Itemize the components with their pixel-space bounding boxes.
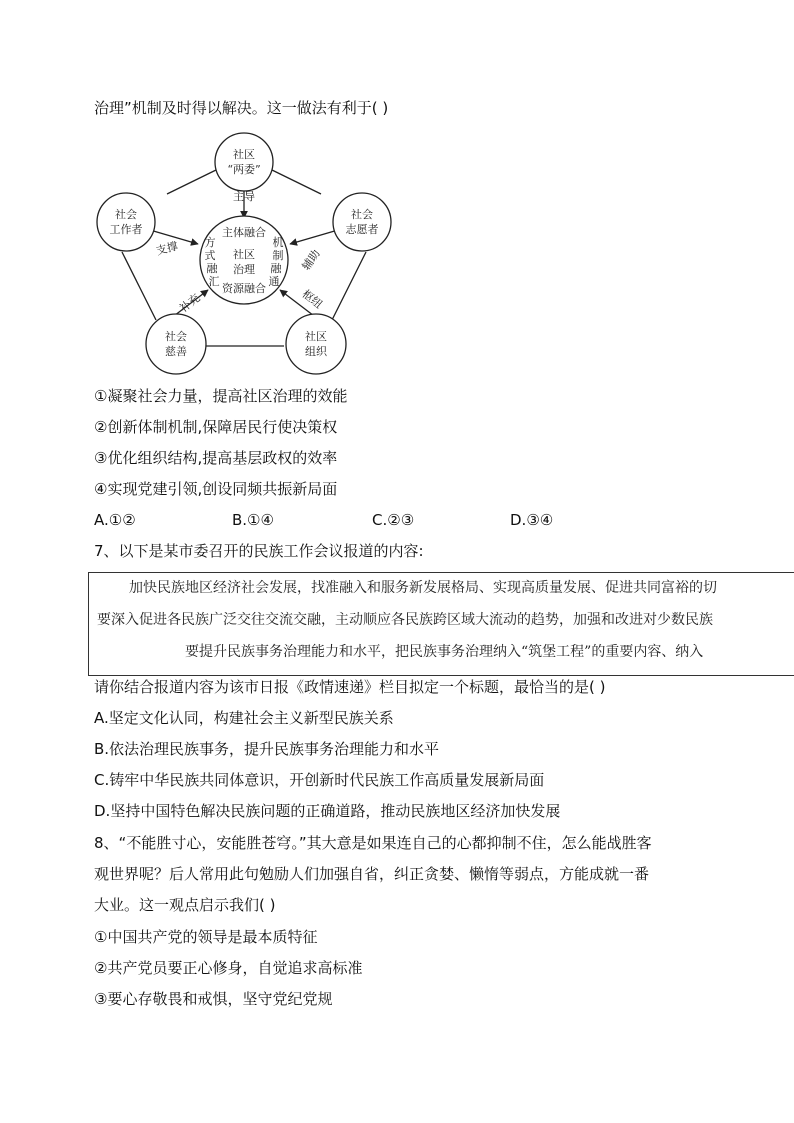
- svg-text:社区: 社区: [233, 248, 255, 261]
- svg-text:社会: 社会: [115, 208, 137, 221]
- q7-box-line-2: 要深入促进各民族广泛交往交流交融，主动顺应各民族跨区域大流动的趋势，加强和改进对少数民族: [97, 612, 713, 628]
- label-hub: 枢纽: [299, 287, 325, 312]
- q6-option-d[interactable]: D.③④: [510, 511, 554, 529]
- svg-text:社区: 社区: [305, 330, 327, 343]
- q8-stem-line-1: 8、“不能胜寸心，安能胜苍穹。”其大意是如果连自己的心都抑制不住，怎么能战胜客: [94, 834, 652, 852]
- svg-text:社区: 社区: [233, 148, 255, 161]
- svg-text:融: 融: [270, 262, 282, 275]
- svg-text:慈善: 慈善: [165, 345, 187, 358]
- q7-box-line-3: 要提升民族事务治理能力和水平，把民族事务治理纳入“筑堡工程”的重要内容、纳入: [185, 644, 704, 660]
- node-community-committees: [215, 133, 273, 191]
- q7-option-d[interactable]: D.坚持中国特色解决民族问题的正确道路，推动民族地区经济加快发展: [94, 802, 561, 820]
- svg-text:式: 式: [204, 249, 216, 262]
- svg-text:社会: 社会: [165, 330, 187, 343]
- q7-option-b[interactable]: B.依法治理民族事务，提升民族事务治理能力和水平: [94, 740, 440, 758]
- label-assist: 辅助: [299, 247, 323, 273]
- svg-text:汇: 汇: [208, 275, 220, 288]
- svg-text:“两委”: “两委”: [227, 163, 261, 176]
- node-community-organizations: [286, 314, 346, 374]
- svg-text:机: 机: [272, 236, 284, 249]
- edge-top-right: [272, 170, 321, 194]
- q7-option-a[interactable]: A.坚定文化认同，构建社会主义新型民族关系: [94, 709, 394, 727]
- arrow-right: [290, 230, 338, 244]
- community-governance-diagram: [94, 132, 394, 377]
- q6-item-3: ③优化组织结构,提高基层政权的效率: [94, 449, 338, 467]
- q6-item-4: ④实现党建引领,创设同频共振新局面: [94, 480, 338, 498]
- node-social-charity: [146, 314, 206, 374]
- edge-top-left: [167, 170, 216, 194]
- svg-text:方: 方: [204, 236, 216, 249]
- svg-text:制: 制: [272, 249, 284, 262]
- svg-text:志愿者: 志愿者: [345, 223, 379, 236]
- node-social-workers: [97, 193, 155, 251]
- q8-stem-line-3: 大业。这一观点启示我们( ): [94, 896, 276, 914]
- q7-option-c[interactable]: C.铸牢中华民族共同体意识，开创新时代民族工作高质量发展新局面: [94, 771, 545, 789]
- svg-text:组织: 组织: [305, 345, 327, 358]
- q8-item-1: ①中国共产党的领导是最本质特征: [94, 928, 318, 946]
- edge-right-bottomright: [332, 252, 366, 320]
- q6-option-b[interactable]: B.①④: [232, 511, 274, 529]
- q7-prompt: 请你结合报道内容为该市日报《政情速递》栏目拟定一个标题，最恰当的是( ): [94, 678, 606, 696]
- q8-item-3: ③要心存敬畏和戒惧，坚守党纪党规: [94, 990, 333, 1008]
- q6-item-1: ①凝聚社会力量，提高社区治理的效能: [94, 387, 348, 405]
- q6-option-c[interactable]: C.②③: [372, 511, 415, 529]
- q6-option-a[interactable]: A.①②: [94, 511, 136, 529]
- q7-stem: 7、以下是某市委召开的民族工作会议报道的内容:: [94, 542, 424, 560]
- svg-text:治理: 治理: [233, 263, 255, 276]
- svg-text:通: 通: [268, 275, 280, 288]
- center-bottom-label: 资源融合: [222, 282, 266, 295]
- q6-item-2: ②创新体制机制,保障居民行使决策权: [94, 418, 338, 436]
- svg-text:社会: 社会: [351, 208, 373, 221]
- label-supplement: 补充: [177, 291, 203, 316]
- label-support: 支撑: [154, 239, 180, 258]
- svg-text:工作者: 工作者: [109, 223, 143, 236]
- q6-stem-tail: 治理”机制及时得以解决。这一做法有利于( ): [94, 99, 389, 117]
- center-top-label: 主体融合: [222, 226, 266, 239]
- node-social-volunteers: [333, 193, 391, 251]
- label-lead: 主导: [233, 190, 255, 203]
- svg-text:融: 融: [206, 262, 218, 275]
- center-community-governance: [200, 216, 288, 304]
- q7-box-line-1: 加快民族地区经济社会发展，找准融入和服务新发展格局、实现高质量发展、促进共同富裕的切: [129, 580, 717, 596]
- edge-left-bottomleft: [122, 252, 156, 320]
- q8-item-2: ②共产党员要正心修身，自觉追求高标准: [94, 959, 363, 977]
- q7-report-box: [88, 572, 794, 676]
- q8-stem-line-2: 观世界呢？后人常用此句勉励人们加强自省，纠正贪婪、懒惰等弱点，方能成就一番: [94, 865, 650, 883]
